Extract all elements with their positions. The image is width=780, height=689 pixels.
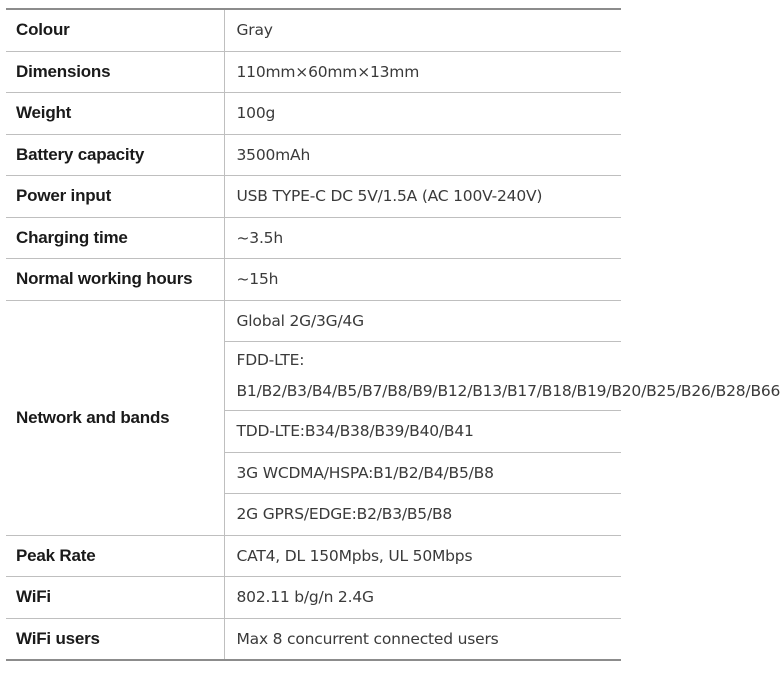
battery-value: 3500mAh xyxy=(224,134,621,176)
wifi-users-value: Max 8 concurrent connected users xyxy=(224,618,621,660)
network-value: FDD-LTE: B1/B2/B3/B4/B5/B7/B8/B9/B12/B13/B17/B18/B19/B20/B25/B26/B28/B66 xyxy=(224,342,621,411)
network-label: Network and bands xyxy=(6,300,224,535)
power-label: Power input xyxy=(6,176,224,218)
charging-value: ~3.5h xyxy=(224,217,621,259)
spec-table xyxy=(6,8,780,661)
row-working xyxy=(6,259,621,301)
weight-value: 100g xyxy=(224,93,621,135)
peak-value: CAT4, DL 150Mpbs, UL 50Mbps xyxy=(224,535,621,577)
network-value: 3G WCDMA/HSPA:B1/B2/B4/B5/B8 xyxy=(224,452,621,494)
dimensions-value: 110mm×60mm×13mm xyxy=(224,51,621,93)
row-network-1 xyxy=(6,300,621,342)
row-dimensions xyxy=(6,51,621,93)
row-charging xyxy=(6,217,621,259)
network-value: 2G GPRS/EDGE:B2/B3/B5/B8 xyxy=(224,494,621,536)
battery-label: Battery capacity xyxy=(6,134,224,176)
row-wifi-users xyxy=(6,618,621,660)
wifi-value: 802.11 b/g/n 2.4G xyxy=(224,577,621,619)
wifi-users-label: WiFi users xyxy=(6,618,224,660)
row-colour xyxy=(6,9,621,51)
network-value: Global 2G/3G/4G xyxy=(224,300,621,342)
row-battery xyxy=(6,134,621,176)
row-wifi xyxy=(6,577,621,619)
row-weight xyxy=(6,93,621,135)
charging-label: Charging time xyxy=(6,217,224,259)
working-label: Normal working hours xyxy=(6,259,224,301)
dimensions-label: Dimensions xyxy=(6,51,224,93)
row-power xyxy=(6,176,621,218)
working-value: ~15h xyxy=(224,259,621,301)
peak-label: Peak Rate xyxy=(6,535,224,577)
power-value: USB TYPE-C DC 5V/1.5A (AC 100V-240V) xyxy=(224,176,621,218)
colour-value: Gray xyxy=(224,9,621,51)
wifi-label: WiFi xyxy=(6,577,224,619)
weight-label: Weight xyxy=(6,93,224,135)
colour-label: Colour xyxy=(6,9,224,51)
row-peak xyxy=(6,535,621,577)
network-value: TDD-LTE:B34/B38/B39/B40/B41 xyxy=(224,411,621,453)
